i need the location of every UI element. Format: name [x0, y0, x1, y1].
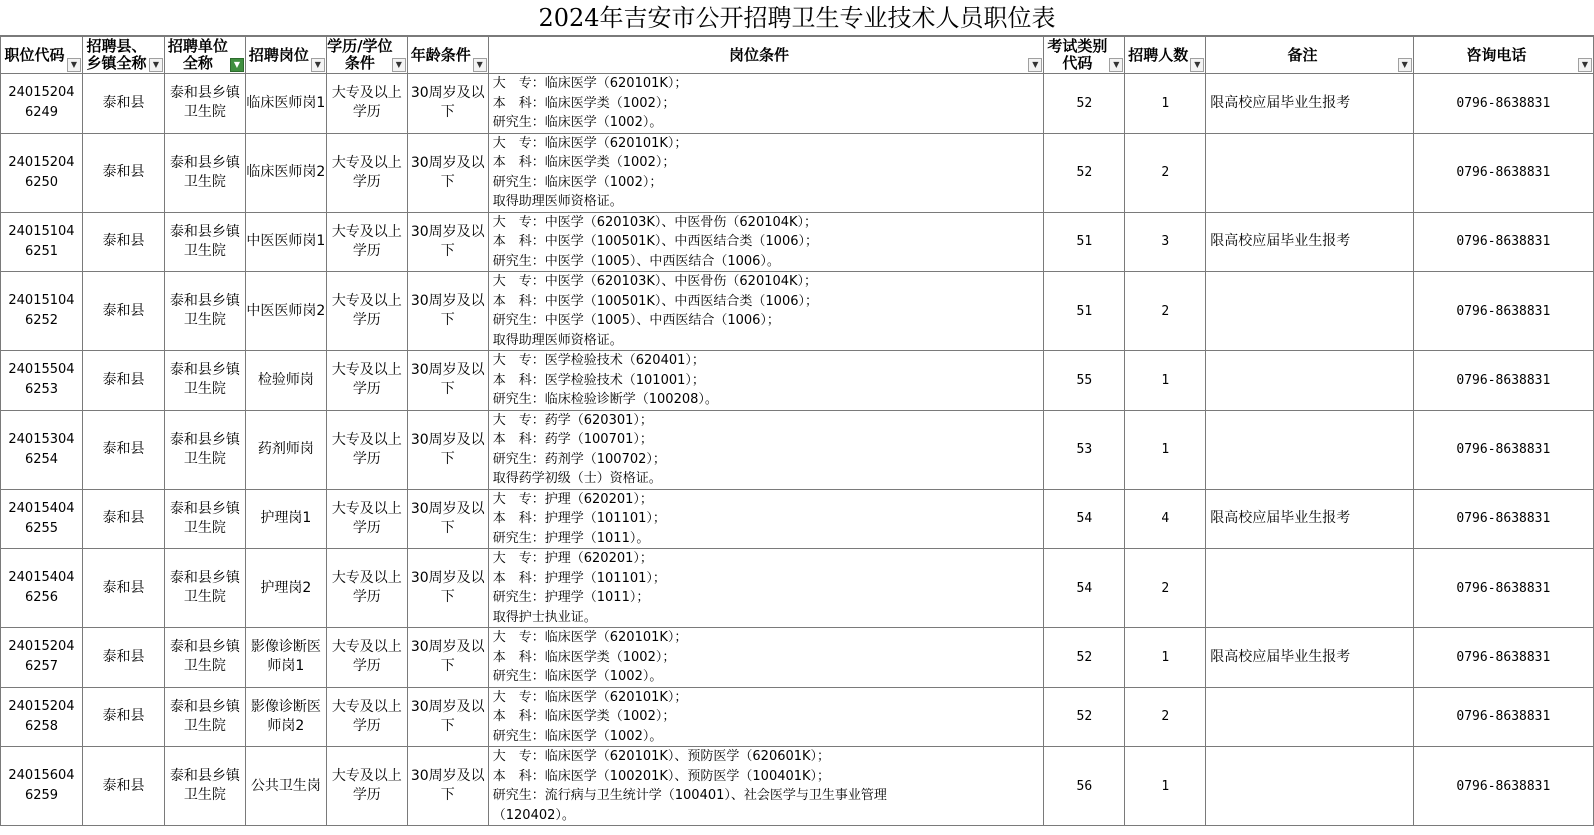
cell-phone[interactable]: 0796-8638831 [1413, 747, 1593, 826]
cell-exam-code[interactable]: 52 [1044, 628, 1125, 688]
cell-conditions[interactable]: 大 专：医学检验技术（620401）； 本 科：医学检验技术（101001）； 研究生：临床检验诊断学（100208）。 [488, 351, 1044, 411]
cell-county[interactable]: 泰和县 [82, 549, 164, 628]
header-unit-label: 招聘单位全称 [167, 37, 228, 72]
cell-unit[interactable]: 泰和县乡镇卫生院 [164, 489, 245, 549]
filter-dropdown-icon[interactable]: ▼ [1028, 58, 1042, 72]
cell-phone[interactable]: 0796-8638831 [1413, 489, 1593, 549]
filter-dropdown-icon[interactable]: ▼ [1398, 58, 1412, 72]
filter-dropdown-icon[interactable]: ▼ [1578, 58, 1592, 72]
header-phone [1413, 37, 1593, 74]
header-row [1, 37, 1594, 74]
cell-unit[interactable]: 泰和县乡镇卫生院 [164, 747, 245, 826]
cell-unit[interactable]: 泰和县乡镇卫生院 [164, 687, 245, 747]
cell-note[interactable]: 限高校应届毕业生报考 [1206, 74, 1413, 134]
cell-unit[interactable]: 泰和县乡镇卫生院 [164, 410, 245, 489]
cell-note[interactable]: 限高校应届毕业生报考 [1206, 628, 1413, 688]
cell-phone[interactable]: 0796-8638831 [1413, 351, 1593, 411]
cell-note[interactable]: 限高校应届毕业生报考 [1206, 212, 1413, 272]
cell-code[interactable]: 24015204 6257 [1, 628, 83, 688]
cell-post[interactable]: 影像诊断医师岗1 [245, 628, 326, 688]
cell-county[interactable]: 泰和县 [82, 133, 164, 212]
header-cond-label: 岗位条件 [729, 45, 790, 64]
cell-conditions[interactable]: 大 专：临床医学（620101K）； 本 科：临床医学类（1002）； 研究生：临床医学（1002）。 [488, 74, 1044, 134]
cell-unit[interactable]: 泰和县乡镇卫生院 [164, 212, 245, 272]
filter-active-icon[interactable]: ▼ [230, 58, 244, 72]
cell-note[interactable] [1206, 549, 1413, 628]
cell-headcount[interactable]: 2 [1125, 133, 1206, 212]
cell-code[interactable]: 24015404 6256 [1, 549, 83, 628]
table-row [1, 410, 1594, 489]
cell-county[interactable]: 泰和县 [82, 489, 164, 549]
header-note [1206, 37, 1413, 74]
table-row [1, 549, 1594, 628]
cell-headcount[interactable]: 3 [1125, 212, 1206, 272]
header-count [1125, 37, 1206, 74]
filter-dropdown-icon[interactable]: ▼ [1109, 58, 1123, 72]
cell-conditions[interactable]: 大 专：中医学（620103K）、中医骨伤（620104K）； 本 科：中医学（100501K）、中西医结合类（1006）； 研究生：中医学（1005）、中西医结合（1006）。 [488, 212, 1044, 272]
cell-code[interactable]: 24015104 6251 [1, 212, 83, 272]
filter-dropdown-icon[interactable]: ▼ [1190, 58, 1204, 72]
cell-county[interactable]: 泰和县 [82, 74, 164, 134]
table-row [1, 133, 1594, 212]
cell-post[interactable]: 护理岗2 [245, 549, 326, 628]
cell-post[interactable]: 临床医师岗1 [245, 74, 326, 134]
cell-edu[interactable]: 大专及以上学历 [326, 351, 407, 411]
cell-conditions[interactable]: 大 专：中医学（620103K）、中医骨伤（620104K）； 本 科：中医学（100501K）、中西医结合类（1006）； 研究生：中医学（1005）、中西医结合（1006）； 取得助理医师资格证。 [488, 272, 1044, 351]
cell-county[interactable]: 泰和县 [82, 351, 164, 411]
cell-headcount[interactable]: 4 [1125, 489, 1206, 549]
cell-note[interactable] [1206, 133, 1413, 212]
cell-county[interactable]: 泰和县 [82, 212, 164, 272]
cell-headcount[interactable]: 1 [1125, 74, 1206, 134]
cell-exam-code[interactable]: 56 [1044, 747, 1125, 826]
cell-exam-code[interactable]: 51 [1044, 212, 1125, 272]
cell-unit[interactable]: 泰和县乡镇卫生院 [164, 272, 245, 351]
cell-edu[interactable]: 大专及以上学历 [326, 410, 407, 489]
table-row [1, 628, 1594, 688]
header-county-label: 招聘县、乡镇全称 [86, 37, 147, 72]
table-row [1, 351, 1594, 411]
cell-edu[interactable]: 大专及以上学历 [326, 212, 407, 272]
cell-phone[interactable]: 0796-8638831 [1413, 410, 1593, 489]
cell-phone[interactable]: 0796-8638831 [1413, 272, 1593, 351]
header-note-label: 备注 [1287, 45, 1318, 64]
cell-age[interactable]: 30周岁及以下 [407, 549, 488, 628]
cell-edu[interactable]: 大专及以上学历 [326, 628, 407, 688]
cell-conditions[interactable]: 大 专：护理（620201）； 本 科：护理学（101101）； 研究生：护理学（1011）。 [488, 489, 1044, 549]
cell-phone[interactable]: 0796-8638831 [1413, 628, 1593, 688]
cell-age[interactable]: 30周岁及以下 [407, 489, 488, 549]
cell-post[interactable]: 中医医师岗2 [245, 272, 326, 351]
header-post-label: 招聘岗位 [248, 45, 309, 64]
cell-code[interactable]: 24015504 6253 [1, 351, 83, 411]
header-edu [326, 37, 407, 74]
cell-phone[interactable]: 0796-8638831 [1413, 133, 1593, 212]
cell-code[interactable]: 24015204 6249 [1, 74, 83, 134]
header-phone-label: 咨询电话 [1466, 45, 1527, 64]
filter-dropdown-icon[interactable]: ▼ [311, 58, 325, 72]
cell-exam-code[interactable]: 55 [1044, 351, 1125, 411]
header-exam [1044, 37, 1125, 74]
header-code [1, 37, 83, 74]
cell-exam-code[interactable]: 51 [1044, 272, 1125, 351]
cell-age[interactable]: 30周岁及以下 [407, 351, 488, 411]
header-edu-label: 学历/学位条件 [327, 37, 393, 72]
cell-conditions[interactable]: 大 专：药学（620301）； 本 科：药学（100701）； 研究生：药剂学（100702）； 取得药学初级（士）资格证。 [488, 410, 1044, 489]
filter-dropdown-icon[interactable]: ▼ [473, 58, 487, 72]
cell-age[interactable]: 30周岁及以下 [407, 410, 488, 489]
cell-post[interactable]: 公共卫生岗 [245, 747, 326, 826]
cell-headcount[interactable]: 1 [1125, 628, 1206, 688]
cell-code[interactable]: 24015404 6255 [1, 489, 83, 549]
cell-age[interactable]: 30周岁及以下 [407, 133, 488, 212]
cell-headcount[interactable]: 2 [1125, 272, 1206, 351]
cell-note[interactable] [1206, 351, 1413, 411]
cell-county[interactable]: 泰和县 [82, 747, 164, 826]
cell-post[interactable]: 药剂师岗 [245, 410, 326, 489]
cell-exam-code[interactable]: 53 [1044, 410, 1125, 489]
cell-post[interactable]: 检验师岗 [245, 351, 326, 411]
cell-headcount[interactable]: 1 [1125, 351, 1206, 411]
table-row [1, 687, 1594, 747]
cell-exam-code[interactable]: 52 [1044, 133, 1125, 212]
cell-unit[interactable]: 泰和县乡镇卫生院 [164, 133, 245, 212]
cell-edu[interactable]: 大专及以上学历 [326, 133, 407, 212]
cell-code[interactable]: 24015604 6259 [1, 747, 83, 826]
cell-code[interactable]: 24015304 6254 [1, 410, 83, 489]
filter-dropdown-icon[interactable]: ▼ [149, 58, 163, 72]
cell-conditions[interactable]: 大 专：临床医学（620101K）、预防医学（620601K）； 本 科：临床医学（100201K）、预防医学（100401K）； 研究生：流行病与卫生统计学（100401）、社会医学与卫生事业管理 （120402）。 [488, 747, 1044, 826]
cell-unit[interactable]: 泰和县乡镇卫生院 [164, 628, 245, 688]
cell-code[interactable]: 24015104 6252 [1, 272, 83, 351]
cell-age[interactable]: 30周岁及以下 [407, 747, 488, 826]
cell-post[interactable]: 中医医师岗1 [245, 212, 326, 272]
cell-code[interactable]: 24015204 6250 [1, 133, 83, 212]
cell-unit[interactable]: 泰和县乡镇卫生院 [164, 549, 245, 628]
table-body [1, 74, 1594, 826]
header-age-label: 年龄条件 [410, 45, 471, 64]
cell-age[interactable]: 30周岁及以下 [407, 212, 488, 272]
table-row [1, 272, 1594, 351]
header-age [407, 37, 488, 74]
table-row [1, 489, 1594, 549]
header-post [245, 37, 326, 74]
cell-exam-code[interactable]: 54 [1044, 489, 1125, 549]
cell-age[interactable]: 30周岁及以下 [407, 628, 488, 688]
cell-conditions[interactable]: 大 专：临床医学（620101K）； 本 科：临床医学类（1002）； 研究生：临床医学（1002）； 取得助理医师资格证。 [488, 133, 1044, 212]
header-exam-label: 考试类别代码 [1047, 37, 1108, 72]
cell-headcount[interactable]: 1 [1125, 410, 1206, 489]
cell-county[interactable]: 泰和县 [82, 628, 164, 688]
cell-note[interactable] [1206, 747, 1413, 826]
cell-note[interactable] [1206, 410, 1413, 489]
cell-headcount[interactable]: 2 [1125, 687, 1206, 747]
cell-age[interactable]: 30周岁及以下 [407, 687, 488, 747]
header-unit [164, 37, 245, 74]
cell-edu[interactable]: 大专及以上学历 [326, 549, 407, 628]
cell-county[interactable]: 泰和县 [82, 410, 164, 489]
cell-edu[interactable]: 大专及以上学历 [326, 489, 407, 549]
filter-dropdown-icon[interactable]: ▼ [67, 58, 81, 72]
positions-table [0, 36, 1594, 826]
cell-conditions[interactable]: 大 专：护理（620201）； 本 科：护理学（101101）； 研究生：护理学（1011）； 取得护士执业证。 [488, 549, 1044, 628]
table-row [1, 747, 1594, 826]
cell-county[interactable]: 泰和县 [82, 687, 164, 747]
cell-post[interactable]: 护理岗1 [245, 489, 326, 549]
cell-edu[interactable]: 大专及以上学历 [326, 74, 407, 134]
cell-exam-code[interactable]: 52 [1044, 687, 1125, 747]
cell-note[interactable]: 限高校应届毕业生报考 [1206, 489, 1413, 549]
cell-county[interactable]: 泰和县 [82, 272, 164, 351]
cell-unit[interactable]: 泰和县乡镇卫生院 [164, 74, 245, 134]
filter-dropdown-icon[interactable]: ▼ [392, 58, 406, 72]
table-row [1, 74, 1594, 134]
cell-exam-code[interactable]: 54 [1044, 549, 1125, 628]
cell-conditions[interactable]: 大 专：临床医学（620101K）； 本 科：临床医学类（1002）； 研究生：临床医学（1002）。 [488, 687, 1044, 747]
cell-headcount[interactable]: 2 [1125, 549, 1206, 628]
cell-exam-code[interactable]: 52 [1044, 74, 1125, 134]
cell-unit[interactable]: 泰和县乡镇卫生院 [164, 351, 245, 411]
cell-edu[interactable]: 大专及以上学历 [326, 272, 407, 351]
cell-phone[interactable]: 0796-8638831 [1413, 549, 1593, 628]
cell-phone[interactable]: 0796-8638831 [1413, 212, 1593, 272]
cell-headcount[interactable]: 1 [1125, 747, 1206, 826]
cell-code[interactable]: 24015204 6258 [1, 687, 83, 747]
cell-edu[interactable]: 大专及以上学历 [326, 747, 407, 826]
sheet-title: 2024年吉安市公开招聘卫生专业技术人员职位表 [0, 0, 1594, 36]
header-cond [488, 37, 1044, 74]
header-count-label: 招聘人数 [1128, 45, 1189, 64]
cell-note[interactable] [1206, 687, 1413, 747]
cell-conditions[interactable]: 大 专：临床医学（620101K）； 本 科：临床医学类（1002）； 研究生：临床医学（1002）。 [488, 628, 1044, 688]
cell-edu[interactable]: 大专及以上学历 [326, 687, 407, 747]
header-code-label: 职位代码 [4, 45, 65, 64]
cell-phone[interactable]: 0796-8638831 [1413, 74, 1593, 134]
header-county [82, 37, 164, 74]
cell-post[interactable]: 影像诊断医师岗2 [245, 687, 326, 747]
cell-post[interactable]: 临床医师岗2 [245, 133, 326, 212]
cell-age[interactable]: 30周岁及以下 [407, 272, 488, 351]
cell-age[interactable]: 30周岁及以下 [407, 74, 488, 134]
cell-note[interactable] [1206, 272, 1413, 351]
table-row [1, 212, 1594, 272]
cell-phone[interactable]: 0796-8638831 [1413, 687, 1593, 747]
